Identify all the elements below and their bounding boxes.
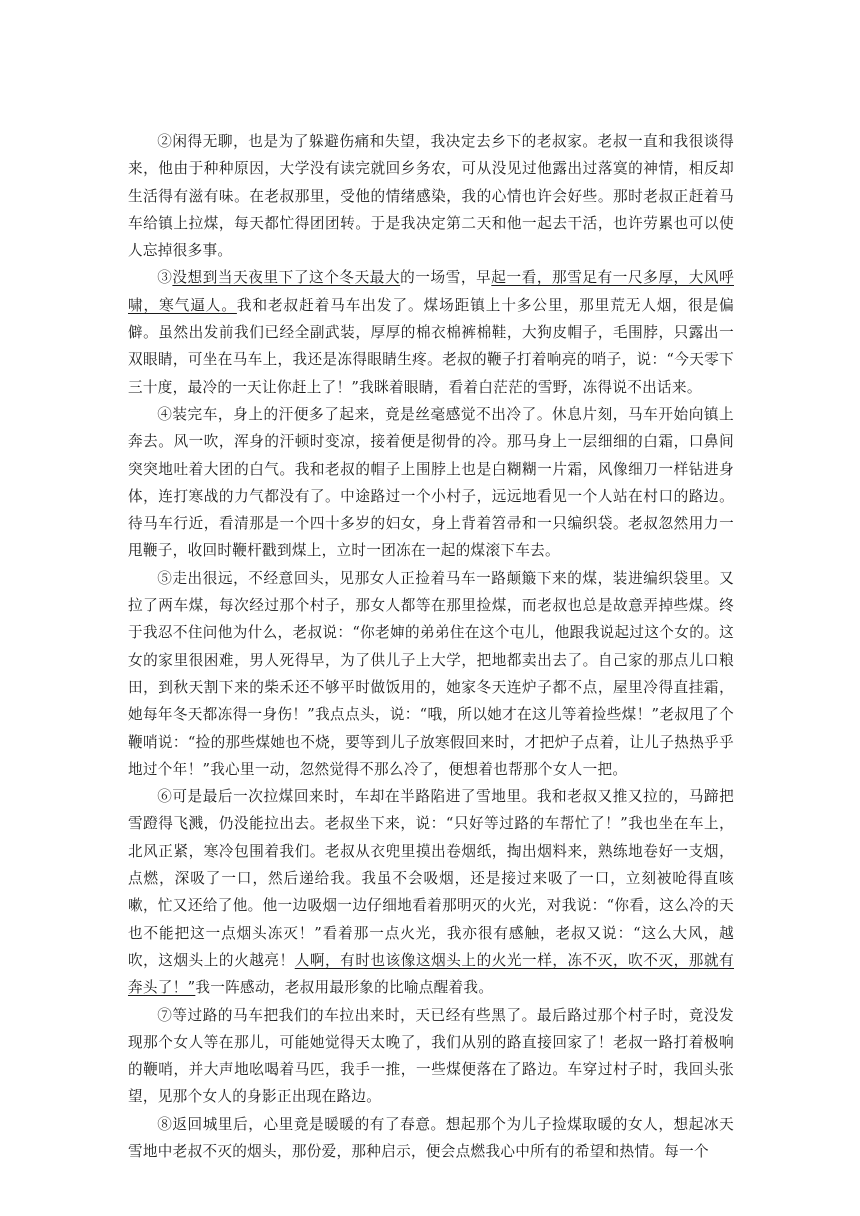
paragraph-3-text-a: 的一场雪，早 xyxy=(400,269,492,287)
paragraph-7-text: ⑦等过路的马车把我们的车拉出来时，天已经有些黑了。最后路过那个村子时，竟没发现那个女人等在那儿，可能她觉得天太晚了，我们从别的路直接回家了！老叔一路打着极响的鞭哨，并大声地吆喝着马匹，我手一推，一些煤便落在了路边。车穿过村子时，我回头张望，见那个女人的身影正出现在路边。 xyxy=(128,1006,734,1106)
paragraph-3-text-b: 我和老叔赶着马车出发了。煤场距镇上十多公里，那里荒无人烟，很是偏僻。虽然出发前我们已经全副武装，厚厚的棉衣棉裤棉鞋，大狗皮帽子，毛围脖，只露出一双眼睛，可坐在马车上，我还是冻得眼睛生疼。老叔的鞭子打着响亮的哨子，说：“今天零下三十度，最冷的一天让你赶上了！”我眯着眼睛，看着白茫茫的雪野，冻得说不出话来。 xyxy=(128,296,734,396)
underlined-phrase-night-snow: 没想到当天夜里下了这个冬天最大 xyxy=(172,269,401,287)
paragraph-4-text: ④装完车，身上的汗便多了起来，竟是丝毫感觉不出冷了。休息片刻，马车开始向镇上奔去。风一吹，浑身的汗顿时变凉，接着便是彻骨的冷。那马身上一层细细的白霜，口鼻间突突地吐着大团的白气。我和老叔的帽子上围脖上也是白糊糊一片霜，风像细刀一样钻进身体，连打寒战的力气都没有了。中途路过一个小村子，远远地看见一个人站在村口的路边。待马车行近，看清那是一个四十多岁的妇女，身上背着笤帚和一只编织袋。老叔忽然用力一甩鞭子，收回时鞭杆戳到煤上，立时一团冻在一起的煤滚下车去。 xyxy=(128,405,734,560)
paragraph-2 xyxy=(128,128,734,264)
paragraph-2-text: ②闲得无聊，也是为了躲避伤痛和失望，我决定去乡下的老叔家。老叔一直和我很谈得来，他由于种种原因，大学没有读完就回乡务农，可从没见过他露出过落寞的神情，相反却生活得有滋有味。在老叔那里，受他的情绪感染，我的心情也许会好些。那时老叔正赶着马车给镇上拉煤，每天都忙得团团转。于是我决定第二天和他一起去干活，也许劳累也可以使人忘掉很多事。 xyxy=(128,133,734,260)
paragraph-5 xyxy=(128,565,734,783)
paragraph-8 xyxy=(128,1111,734,1166)
paragraph-3-number: ③ xyxy=(157,269,173,287)
paragraph-3 xyxy=(128,264,734,400)
paragraph-7 xyxy=(128,1002,734,1111)
paragraph-6 xyxy=(128,783,734,1001)
paragraph-4 xyxy=(128,401,734,565)
paragraph-6-text-b: 我一阵感动，老叔用最形象的比喻点醒着我。 xyxy=(195,979,494,997)
underlined-phrase-cigarette-fire: 人啊，有时也该像这烟头上的火光一样，冻不灭，吹不灭，那就有奔头了！” xyxy=(128,951,734,997)
document-body xyxy=(128,128,734,1165)
paragraph-5-text: ⑤走出很远，不经意回头，见那女人正捡着马车一路颠簸下来的煤，装进编织袋里。又拉了两车煤，每次经过那个村子，那女人都等在那里捡煤，而老叔也总是故意弄掉些煤。终于我忍不住问他为什么，老叔说：“你老婶的弟弟住在这个屯儿，他跟我说起过这个女的。这女的家里很困难，男人死得早，为了供儿子上大学，把地都卖出去了。自己家的那点儿口粮田，到秋天割下来的柴禾还不够平时做饭用的，她家冬天连炉子都不点，屋里冷得直挂霜，她每年冬天都冻得一身伤！”我点点头，说：“哦，所以她才在这儿等着捡些煤！”老叔甩了个鞭哨说：“捡的那些煤她也不烧，要等到儿子放寒假回来时，才把炉子点着，让儿子热热乎乎地过个年！”我心里一动，忽然觉得不那么冷了，便想着也帮那个女人一把。 xyxy=(128,569,734,778)
underlined-phrase-snow-scene: 起一看，那雪足有一尺多厚，大风呼啸，寒气逼人。 xyxy=(128,269,734,314)
paragraph-8-text: ⑧返回城里后，心里竟是暖暖的有了春意。想起那个为儿子捡煤取暖的女人，想起冰天雪地中老叔不灭的烟头，那份爱，那种启示，便会点燃我心中所有的希望和热情。每一个 xyxy=(128,1115,734,1160)
paragraph-6-text-a: ⑥可是最后一次拉煤回来时，车却在半路陷进了雪地里。我和老叔又推又拉的，马蹄把雪蹬得飞溅，仍没能拉出去。老叔坐下来，说：“只好等过路的车帮忙了！”我也坐在车上，北风正紧，寒冷包围着我们。老叔从衣兜里摸出卷烟纸，掏出烟料来，熟练地卷好一支烟，点燃，深吸了一口，然后递给我。我虽不会吸烟，还是接过来吸了一口，立刻被呛得直咳嗽，忙又还给了他。他一边吸烟一边仔细地看着那明灭的火光，对我说：“你看，这么冷的天也不能把这一点烟头冻灭！”看着那一点火光，我亦很有感触，老叔又说：“这么大风，越吹，这烟头上的火越亮！ xyxy=(128,788,734,969)
